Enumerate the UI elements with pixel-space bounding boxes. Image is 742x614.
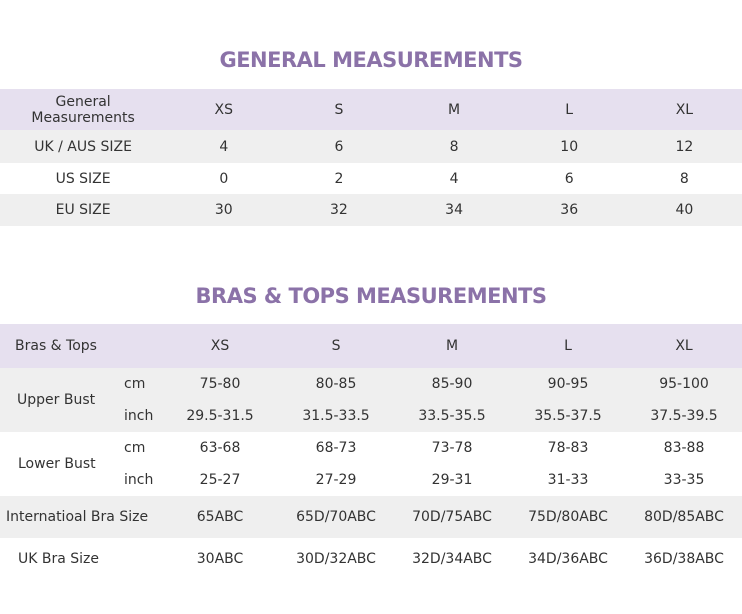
cell-value: 34 bbox=[445, 202, 463, 218]
cell-value: 80D/85ABC bbox=[644, 509, 724, 525]
cell-value: 75D/80ABC bbox=[528, 509, 608, 525]
row-label: UK / AUS SIZE bbox=[34, 138, 132, 155]
size-header-xs: XS bbox=[214, 101, 234, 118]
cell-value: 33.5-35.5 bbox=[418, 408, 486, 424]
table-header-row bbox=[0, 324, 742, 368]
uk-bra-size-label: UK Bra Size bbox=[18, 551, 100, 567]
cell-value: 31.5-33.5 bbox=[302, 408, 370, 424]
cell-value: 8 bbox=[449, 138, 459, 155]
cell-value: 75-80 bbox=[199, 376, 241, 392]
lower-bust-label: Lower Bust bbox=[18, 456, 96, 472]
cell-value: 27-29 bbox=[315, 472, 357, 488]
table-row bbox=[0, 432, 742, 464]
cell-value: 32 bbox=[330, 202, 348, 218]
size-header-l: L bbox=[564, 338, 572, 354]
cell-value: 80-85 bbox=[315, 376, 357, 392]
size-header-l: L bbox=[565, 101, 574, 118]
cell-value: 95-100 bbox=[659, 376, 709, 392]
cell-value: 2 bbox=[334, 170, 344, 187]
cell-value: 36 bbox=[560, 202, 579, 218]
cell-value: 0 bbox=[219, 170, 229, 187]
bras-tops-measurements-table bbox=[0, 324, 742, 580]
unit-inch: inch bbox=[124, 472, 154, 488]
table-row bbox=[0, 538, 742, 580]
cell-value: 70D/75ABC bbox=[412, 509, 492, 525]
cell-value: 40 bbox=[675, 202, 694, 218]
cell-value: 31-33 bbox=[547, 472, 589, 488]
cell-value: 73-78 bbox=[431, 440, 473, 456]
cell-value: 30 bbox=[214, 202, 233, 218]
general-measurements-table bbox=[0, 89, 742, 226]
cell-value: 83-88 bbox=[663, 440, 705, 456]
table-row bbox=[0, 163, 742, 194]
cell-value: 30D/32ABC bbox=[296, 551, 376, 567]
table-row bbox=[0, 130, 742, 163]
cell-value: 63-68 bbox=[199, 440, 241, 456]
cell-value: 10 bbox=[560, 138, 579, 155]
header-label-line-1: General bbox=[55, 93, 111, 110]
cell-value: 37.5-39.5 bbox=[650, 408, 718, 424]
cell-value: 4 bbox=[449, 170, 459, 187]
cell-value: 34D/36ABC bbox=[528, 551, 608, 567]
cell-value: 35.5-37.5 bbox=[534, 408, 602, 424]
row-label: US SIZE bbox=[55, 170, 111, 187]
cell-value: 68-73 bbox=[315, 440, 357, 456]
bras-tops-measurements-title: BRAS & TOPS MEASUREMENTS bbox=[195, 284, 547, 308]
cell-value: 12 bbox=[675, 138, 694, 155]
header-label-line-2: Measurements bbox=[31, 109, 135, 126]
header-label-cell: Bras & Tops bbox=[15, 338, 97, 354]
cell-value: 33-35 bbox=[663, 472, 705, 488]
upper-bust-label: Upper Bust bbox=[17, 392, 96, 408]
size-header-m: M bbox=[445, 338, 459, 354]
cell-value: 4 bbox=[219, 138, 229, 155]
table-row bbox=[0, 496, 742, 538]
international-bra-size-label: Internatioal Bra Size bbox=[6, 509, 149, 525]
table-row bbox=[0, 194, 742, 226]
cell-value: 29.5-31.5 bbox=[186, 408, 254, 424]
cell-value: 25-27 bbox=[199, 472, 241, 488]
cell-value: 6 bbox=[564, 170, 574, 187]
size-header-m: M bbox=[448, 101, 461, 118]
row-label: EU SIZE bbox=[55, 202, 111, 218]
size-header-xs: XS bbox=[210, 338, 230, 354]
cell-value: 8 bbox=[679, 170, 689, 187]
unit-inch: inch bbox=[124, 408, 154, 424]
cell-value: 90-95 bbox=[547, 376, 589, 392]
cell-value: 78-83 bbox=[547, 440, 589, 456]
cell-value: 36D/38ABC bbox=[644, 551, 724, 567]
size-header-s: S bbox=[331, 338, 341, 354]
cell-value: 32D/34ABC bbox=[412, 551, 492, 567]
unit-cm: cm bbox=[124, 440, 146, 456]
cell-value: 30ABC bbox=[196, 551, 244, 567]
table-header-row bbox=[0, 89, 742, 130]
size-header-xl: XL bbox=[675, 101, 694, 118]
cell-value: 65ABC bbox=[196, 509, 244, 525]
cell-value: 65D/70ABC bbox=[296, 509, 376, 525]
cell-value: 29-31 bbox=[431, 472, 473, 488]
table-row bbox=[0, 368, 742, 400]
size-header-xl: XL bbox=[675, 338, 693, 354]
cell-value: 6 bbox=[334, 138, 344, 155]
unit-cm: cm bbox=[124, 376, 146, 392]
general-measurements-title: GENERAL MEASUREMENTS bbox=[219, 48, 523, 72]
header-label-cell bbox=[0, 89, 166, 130]
size-header-s: S bbox=[334, 101, 344, 118]
cell-value: 85-90 bbox=[431, 376, 473, 392]
